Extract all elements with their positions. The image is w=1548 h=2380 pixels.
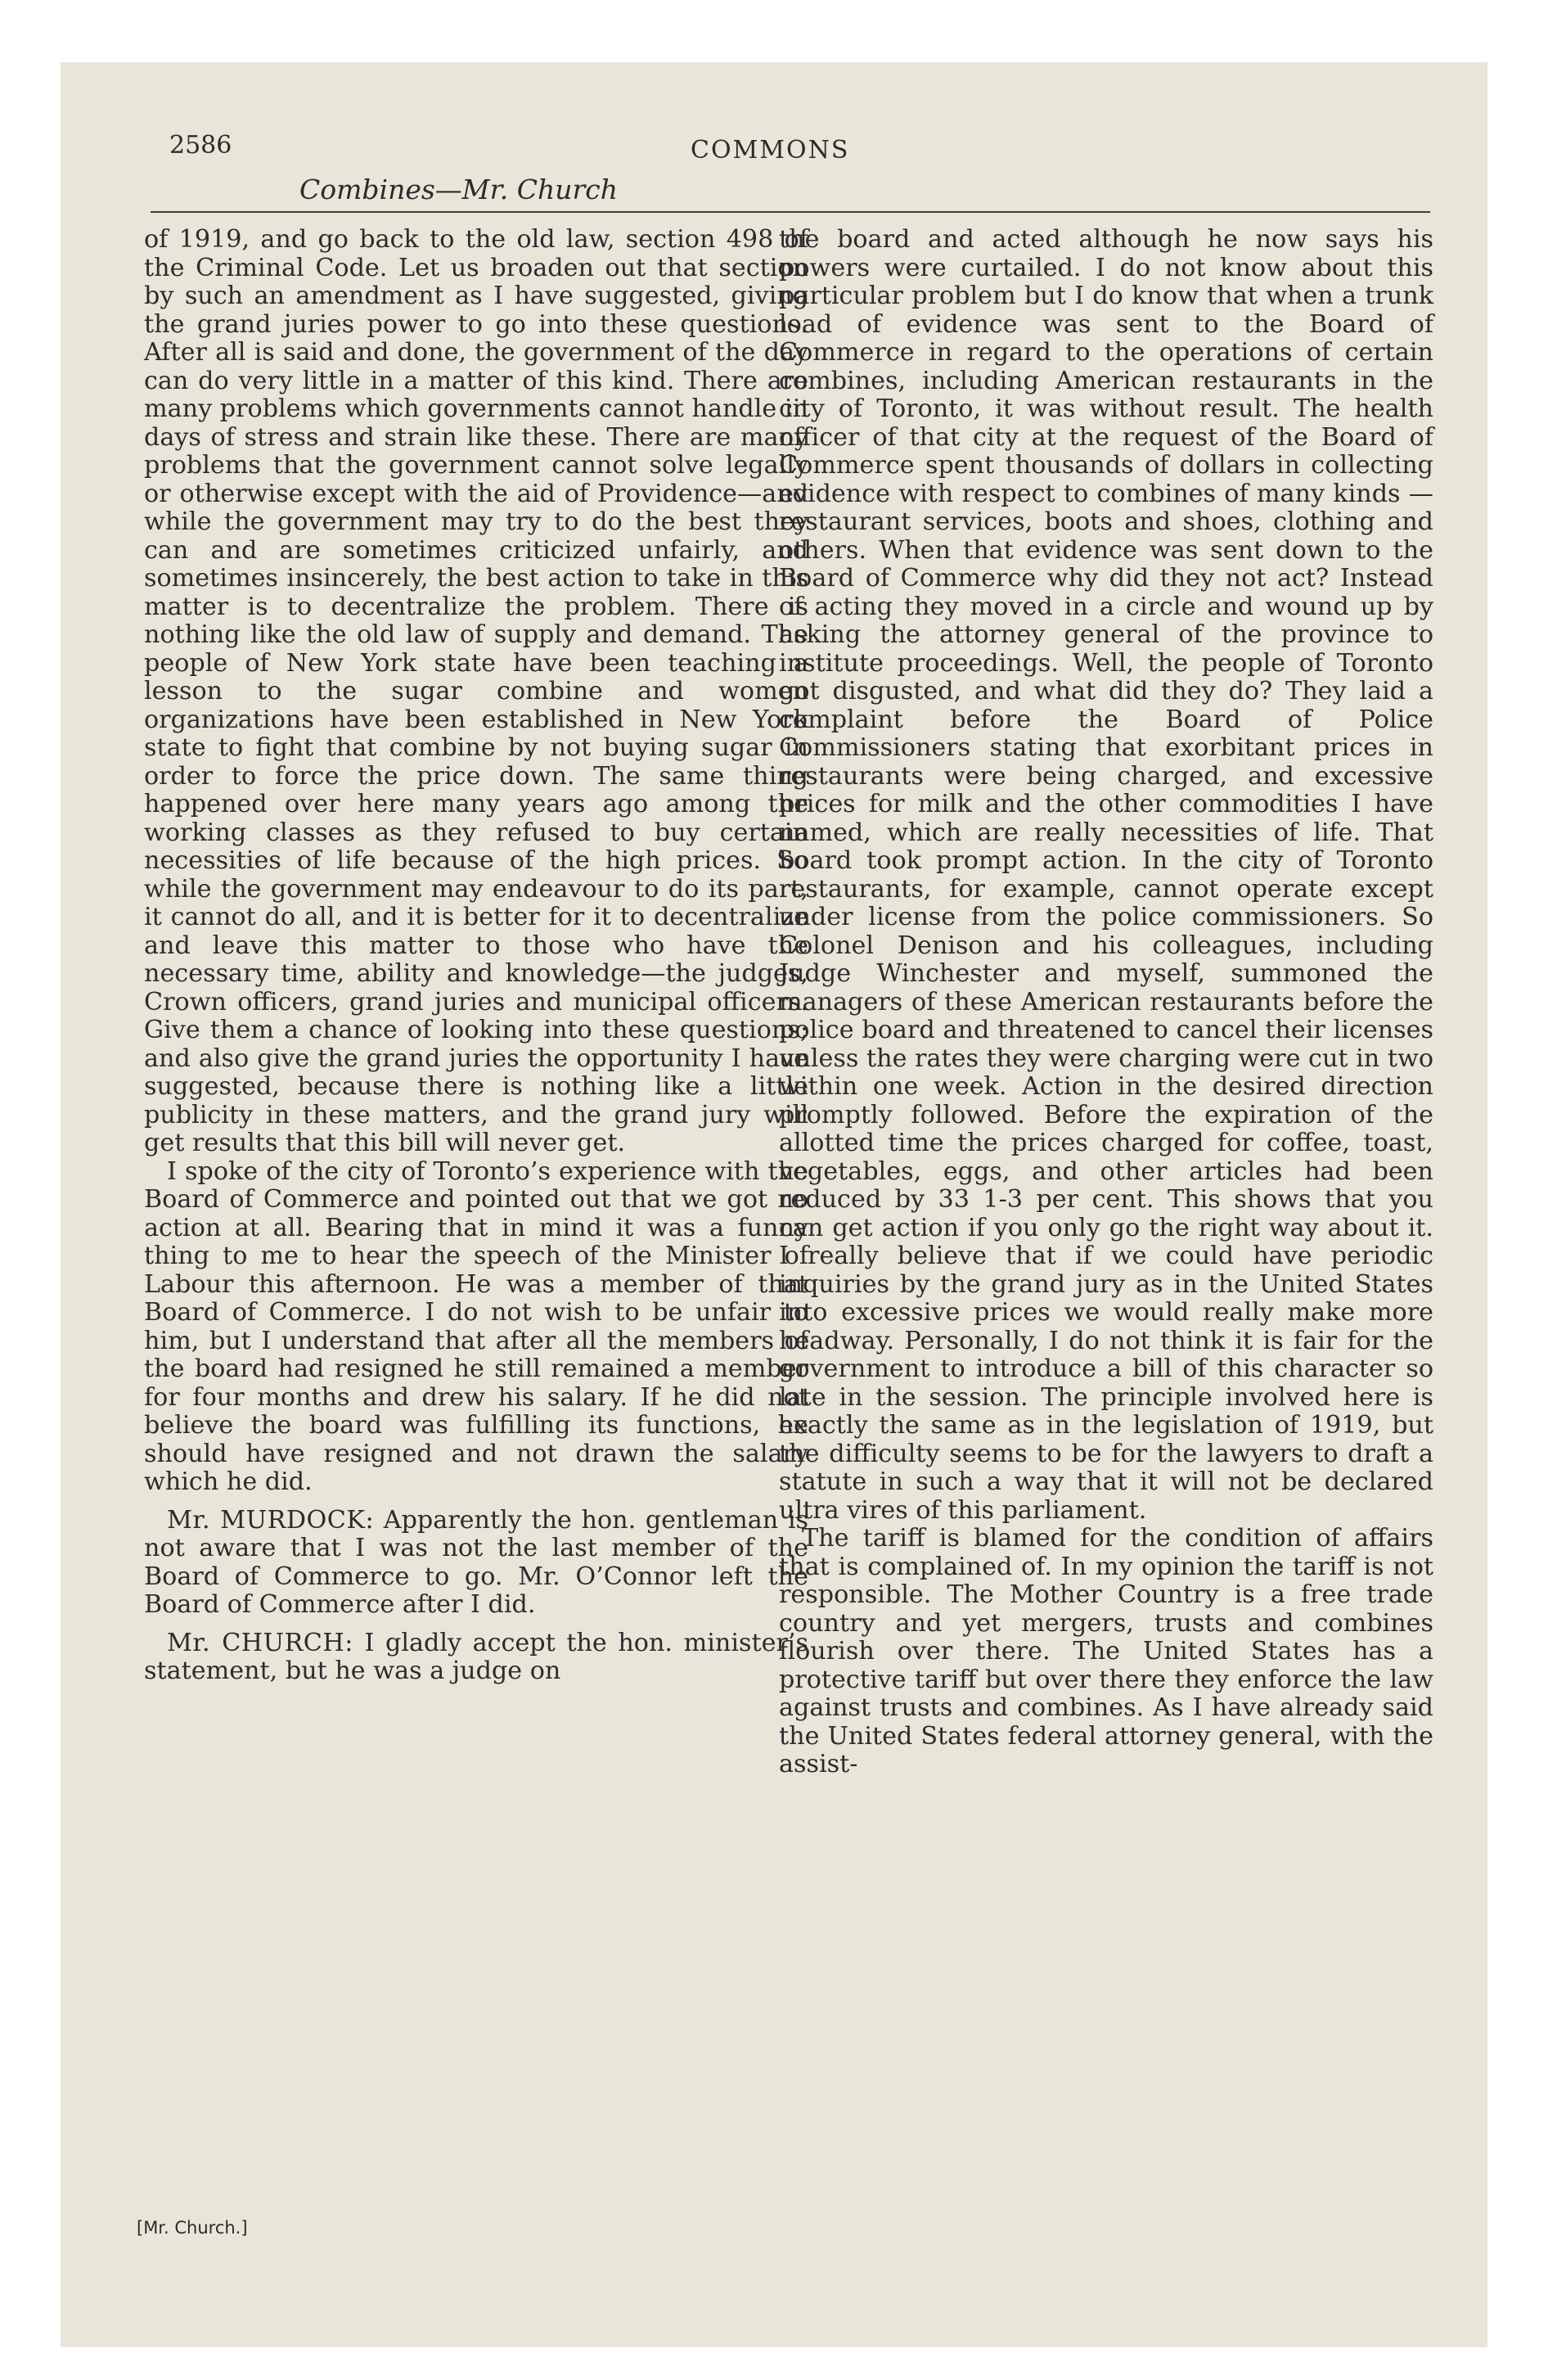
left-paragraph-3 bbox=[144, 1507, 808, 1620]
page-number: 2586 bbox=[169, 131, 232, 160]
left-paragraph-4 bbox=[144, 1629, 808, 1686]
speaker-church: Mr. CHURCH: bbox=[167, 1628, 353, 1657]
speaker-marker: [Mr. Church.] bbox=[137, 2218, 248, 2238]
left-paragraph-1: of 1919, and go back to the old law, section 498 of the Criminal Code. Let us broaden out that section by such an amendment as I have suggested, giving the grand juries power to go into these questions. After all is said and done, the government of the day can do very little in a matter of this kind. There are many problems which governments cannot handle in days of stress and strain like these. There are many problems that the government cannot solve legally or otherwise except with the aid of Providence—and while the government may try to do the best they can and are sometimes criticized unfairly, and sometimes insincerely, the best action to take in this matter is to decentralize the problem. There is nothing like the old law of supply and demand. The people of New York state have been teaching a lesson to the sugar combine and women organizations have been established in New York state to fight that combine by not buying sugar in order to force the price down. The same thing happened over here many years ago among the working classes as they refused to buy certain necessities of life because of the high prices. So while the government may endeavour to do its part, it cannot do all, and it is better for it to decentralize and leave this matter to those who have the necessary time, ability and knowledge—the judges, Crown officers, grand juries and municipal officers. Give them a chance of looking into these questions; and also give the grand juries the opportunity I have suggested, because there is nothing like a little publicity in these matters, and the grand jury will get results that this bill will never get. bbox=[144, 225, 808, 1157]
speaker-murdock: Mr. MURDOCK: bbox=[167, 1505, 375, 1535]
right-paragraph-1: the board and acted although he now says his powers were curtailed. I do not know about this particular problem but I do know that when a trunk load of evidence was sent to the Board of Commerce in regard to the operations of certain combines, including American restaurants in the city of Toronto, it was without result. The health officer of that city at the request of the Board of Commerce spent thousands of dollars in collecting evidence with respect to combines of many kinds —restaurant services, boots and shoes, clothing and others. When that evidence was sent down to the Board of Commerce why did they not act? Instead of acting they moved in a circle and wound up by asking the attorney general of the province to institute proceedings. Well, the people of Toronto got disgusted, and what did they do? They laid a complaint before the Board of Police Commissioners stating that exorbitant prices in restaurants were being charged, and excessive prices for milk and the other commodities I have named, which are really necessities of life. That board took prompt action. In the city of Toronto restaurants, for example, cannot operate except under license from the police commissioners. So Colonel Denison and his colleagues, including Judge Winchester and myself, summoned the managers of these American restaurants before the police board and threatened to cancel their licenses unless the rates they were charging were cut in two within one week. Action in the desired direction promptly followed. Before the expiration of the allotted time the prices charged for coffee, toast, vegetables, eggs, and other articles had been reduced by 33 1-3 per cent. This shows that you can get action if you only go the right way about it. I really believe that if we could have periodic inquiries by the grand jury as in the United States into excessive prices we would really make more headway. Personally, I do not think it is fair for the government to introduce a bill of this character so late in the session. The principle involved here is exactly the same as in the legislation of 1919, but the difficulty seems to be for the lawyers to draft a statute in such a way that it will not be declared ultra vires of this parliament. bbox=[779, 225, 1433, 1525]
running-subtitle: Combines—Mr. Church bbox=[299, 174, 618, 205]
header-rule bbox=[151, 211, 1430, 213]
right-column bbox=[779, 226, 1433, 1779]
page-header bbox=[61, 62, 1487, 226]
left-paragraph-2: I spoke of the city of Toronto’s experience with the Board of Commerce and pointed out that we got no action at all. Bearing that in mind it was a funny thing to me to hear the speech of the Minister of Labour this afternoon. He was a member of that Board of Commerce. I do not wish to be unfair to him, but I understand that after all the members of the board had resigned he still remained a member for four months and drew his salary. If he did not believe the board was fulfilling its functions, he should have resigned and not drawn the salary which he did. bbox=[144, 1156, 808, 1496]
murdock-remark: Apparently the hon. gentleman is not aware that I was not the last member of the Board of Commerce to go. Mr. O’Connor left the Board of Commerce after I did. bbox=[144, 1505, 808, 1619]
left-column bbox=[144, 226, 808, 1686]
running-title: COMMONS bbox=[691, 136, 850, 165]
right-paragraph-2: The tariff is blamed for the condition of affairs that is complained of. In my opinion the tariff is not responsible. The Mother Country is a free trade country and yet mergers, trusts and combines flourish over there. The United States has a protective tariff but over there they enforce the law against trusts and combines. As I have already said the United States federal attorney general, with the assist- bbox=[779, 1524, 1433, 1778]
page-sheet bbox=[61, 62, 1487, 2347]
church-remark: I gladly accept the hon. minister’s statement, but he was a judge on bbox=[144, 1628, 808, 1685]
